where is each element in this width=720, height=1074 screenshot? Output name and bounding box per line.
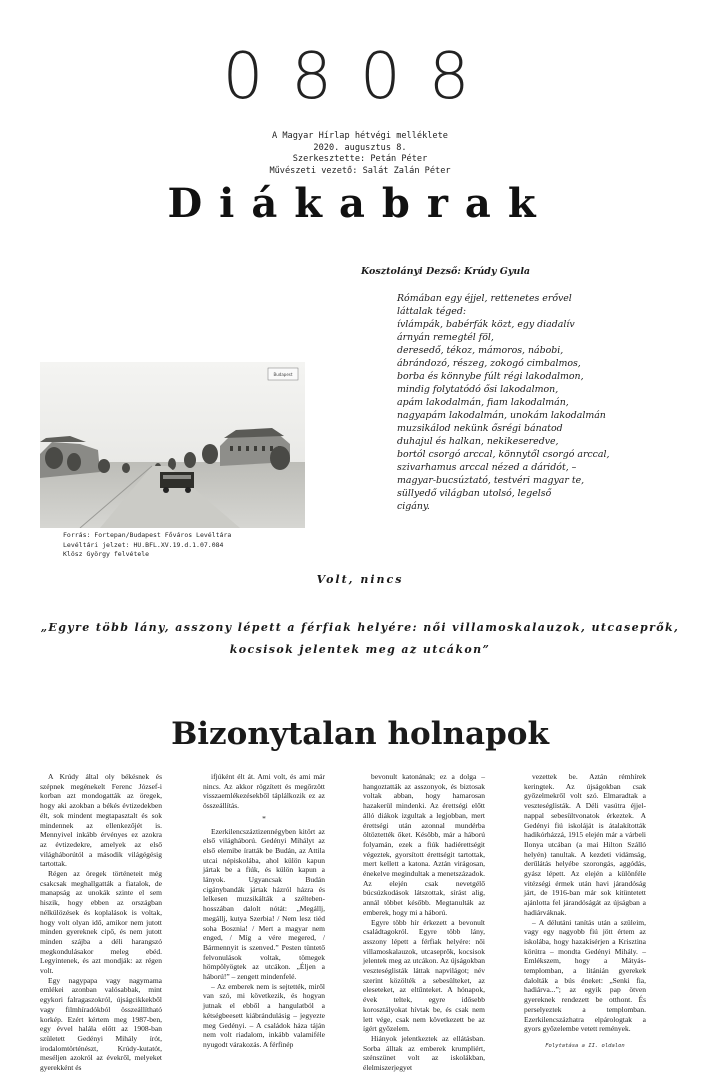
poem-line: mindig folytatódó ősi lakodalmon, (397, 384, 559, 395)
section-divider: * (262, 813, 266, 823)
section-subhead: Volt, nincs (316, 573, 404, 586)
paragraph: A Krúdy által oly békésnek és szépnek megénekelt Ferenc József-i korban azt mondogatták az öregek, hogy aki azokban a békés évtizedekben élt, sok mindent megtapasztalt és sok mindennek az ellenkezőjét is. Mennyivel inkább érvényes ez azokra az évtizedekre, amelyek az első világháborútól a második világégésig tartottak. (40, 772, 162, 869)
poem-line: árnyán remegtél föl, (397, 332, 494, 343)
poem-line: bortól csorgó arccal, könnytől csorgó arccal, (397, 449, 610, 460)
street-photo-illustration (40, 362, 305, 528)
paragraph: – A délutáni tanítás után a szüleim, vagy egy nagyobb fiú jött értem az iskolába, hogy hazakísérjen a Krisztina körútra – mondta Gedényi Mihály. – Emlékszem, hogy a Mátyás-templomban, a litánián gyerekek dalolták a bús éneket: „Senki fia, hadiárva...”; az egyik pap ötven gyereknek rendezett be otthont. És perselyeztek a templomban. Ezerkilencszázhatra elpárologtak a gyors győzelembe vetett remények. (524, 917, 646, 1034)
poem-line: ívlámpák, babérfák közt, egy diadalív (397, 319, 575, 330)
masthead: 0808 (222, 40, 498, 114)
paragraph: – Az emberek nem is sejtették, miről van szó, mi következik, és hogyan jutnak el ebből a hangulatból a kétségbeesett kiábrándulásig – jegyezte meg Gedényi. – A családok háza táján nem volt riadalom, inkább valamiféle nyugodt várakozás. A férfinép (203, 981, 325, 1049)
poem-line: láttalak téged: (397, 306, 466, 317)
caption-photographer: Klösz György felvétele (63, 550, 150, 558)
paragraph: Régen az öregek történeteit még csakcsak meghallgatták a fiatalok, de manapság az unokák szinte el sem hiszik, hogy ebben az országban nélkülözések és koplalások is voltak, hogy volt olyan idő, amikor nem jutott minden gyereknek cipő, és nem jutott minden szájba a déli harangszó megkondulásakor meleg ebéd. Legyintenek, és azt mondják: az régen volt. (40, 869, 162, 976)
poem-author-title: Kosztolányi Dezső: Krúdy Gyula (361, 266, 531, 277)
paragraph: ifjúként élt át. Ami volt, és ami már nincs. Az akkor rögzített és megőrzött visszaemlékezésekből táplálkozik ez az összeállítás. (203, 772, 325, 811)
poem (397, 292, 610, 513)
poem-line: duhajul és halkan, nekikeseredve, (397, 436, 559, 447)
poem-line: cigány. (397, 501, 430, 512)
pull-quote: „Egyre több lány, asszony lépett a férfiak helyére: női villamoskalauzok, utcaseprők, kocsisok jelentek meg az utcákon” (40, 621, 680, 656)
caption-archive-id: Levéltári jelzet: HU.BFL.XV.19.d.1.07.084 (63, 540, 224, 549)
colophon (0, 131, 720, 177)
paragraph: Egy nagypapa vagy nagymama emlékei azonban valósabbak, mint egykori falragaszokról, újságcikkekből vagy filmhíradókból összeállítható korkép. Ezért kértem meg 1987-ben, egy évvel halála előtt az 1908-ban született Gedényi Mihály írót, irodalomtörténészt, Krúdy-kutatót, meséljen azokról az évekről, melyeket gyerekként és (40, 975, 162, 1073)
poem-line: ábrándozó, részeg, zokogó cimbalmos, (397, 358, 581, 369)
poem-line: süllyedő világban utolsó, legelső (397, 488, 552, 499)
colophon-editor: Szerkesztette: Petán Péter (292, 154, 428, 164)
poem-line: muzsikálod nekünk ősrégi bánatod (397, 423, 563, 434)
poem-line: nagyapám lakodalmán, unokám lakodalmán (397, 410, 606, 421)
paragraph: Egyre több hír érkezett a bevonult családtagokról. Egyre több lány, asszony lépett a férfiak helyére: női villamoskalauzok, utcaseprők, kocsisok jelentek meg az utcákon. Az újságokban veszteséglisták láttak napvilágot; név szerint közölték a sebesülteket, az eleseteket, az eltűnteket. A hónapok, évek teltek, egyre idősebb korosztályokat hívtak be, és csak nem lett vége, csak nem következett be az ígért győzelem. (363, 917, 485, 1034)
paragraph: bevonult katonának; ez a dolga – hangoztatták az asszonyok, és biztosak voltak abban, hogy hamarosan hazakerül mindenki. Az érettségi előtt álló diákok izgultak a legjobban, mert érettségi után azonnal mundérba öltöztették őket. Később, már a háború folyamán, ezek a fiúk hadiérettségit végeztek, gyorsított érettségit tartottak, mert kellett a katona. Aztán virágosan, énekelve megindultak a menetszázadok. Az elején csak nevetgélő búcsúzkodások látszottak, sírást alig, annál többet később. Megtanulták az emberek, hogy mi a háború. (363, 772, 485, 917)
paragraph: vezettek be. Aztán rémhírek keringtek. Az újságokban csak győzelmekről volt szó. Elmaradtak a veszteséglisták. A Déli vasútra éjjel-nappal sebesültvonatok érkeztek. A Gedényi fiú iskoláját is átalakították hadikórházzá, 1915 elején már a várbeli Ilonya utcában (a mai Hilton Szálló helyén) tanultak. A kezdeti vidámság, derűlátás helyébe szorongás, aggódás, gyász lépett. Az elején a különféle vitézségi érmek után havi járandóság járt, de 1916-ban már sok kitüntetett ajánlotta fel járandóságát az újságban a hadiárváknak. (524, 772, 646, 917)
colophon-line: A Magyar Hírlap hétvégi melléklete (272, 131, 448, 141)
colophon-date: 2020. augusztus 8. (313, 142, 407, 153)
article-title: Bizonytalan holnapok (171, 716, 549, 752)
poem-line: apám lakodalmán, fiam lakodalmán, (397, 397, 569, 408)
paragraph: Ezerkilencszáztizennégyben kitört az első világháború. Gedényi Mihályt az első elemibe íratták be Budán, az Attila utcai népiskolába, ahol külön kapun jártak be a fiúk, és külön kapun a lányok. Ugyancsak Budán cigánybandák jártak házról házra és lelkesen muzsikálták a szélteben-hosszában dalolt nótát: „Megállj, megállj, kutya Szerbia! / Nem lesz tiéd soha Bosznia! / Mert a magyar nem enged, / Míg a vére megered, / Bármennyit is szenved.” Pesten tüntető felvonulások voltak, tömegek hömpölyögtek az utcákon. „Éljen a háború!” – zengett mindenfelé. (203, 826, 325, 982)
photo-caption (63, 531, 231, 560)
photo-corner-label: Budapest (273, 372, 293, 377)
poem-line: deresedő, tékoz, mámoros, nábobi, (397, 345, 564, 356)
article-column-2 (203, 772, 325, 1050)
poem-line: magyar-bucsúztató, testvéri magyar te, (397, 475, 585, 486)
article-column-3 (363, 772, 485, 1073)
article-column-1 (40, 772, 162, 1073)
continuation-note: Folytatása a II. oldalon (545, 1043, 625, 1049)
article-column-4 (524, 772, 646, 1034)
poem-line: borba és könnybe fúlt régi lakodalmon, (397, 371, 584, 382)
poem-line: szivarhamus arccal nézed a dáridót, – (397, 462, 577, 473)
historic-street-photo (40, 362, 305, 528)
paragraph: Hiányok jelentkeztek az ellátásban. Sorba álltak az emberek krumpliért, szénszünet volt az iskolákban, élelmiszerjegyet (363, 1033, 485, 1073)
colophon-art-director: Művészeti vezető: Salát Zalán Péter (269, 165, 451, 176)
headline: Diákabrak (167, 180, 553, 227)
poem-line: Rómában egy éjjel, rettenetes erővel (397, 293, 572, 304)
caption-source: Forrás: Fortepan/Budapest Főváros Levéltára (63, 531, 232, 539)
